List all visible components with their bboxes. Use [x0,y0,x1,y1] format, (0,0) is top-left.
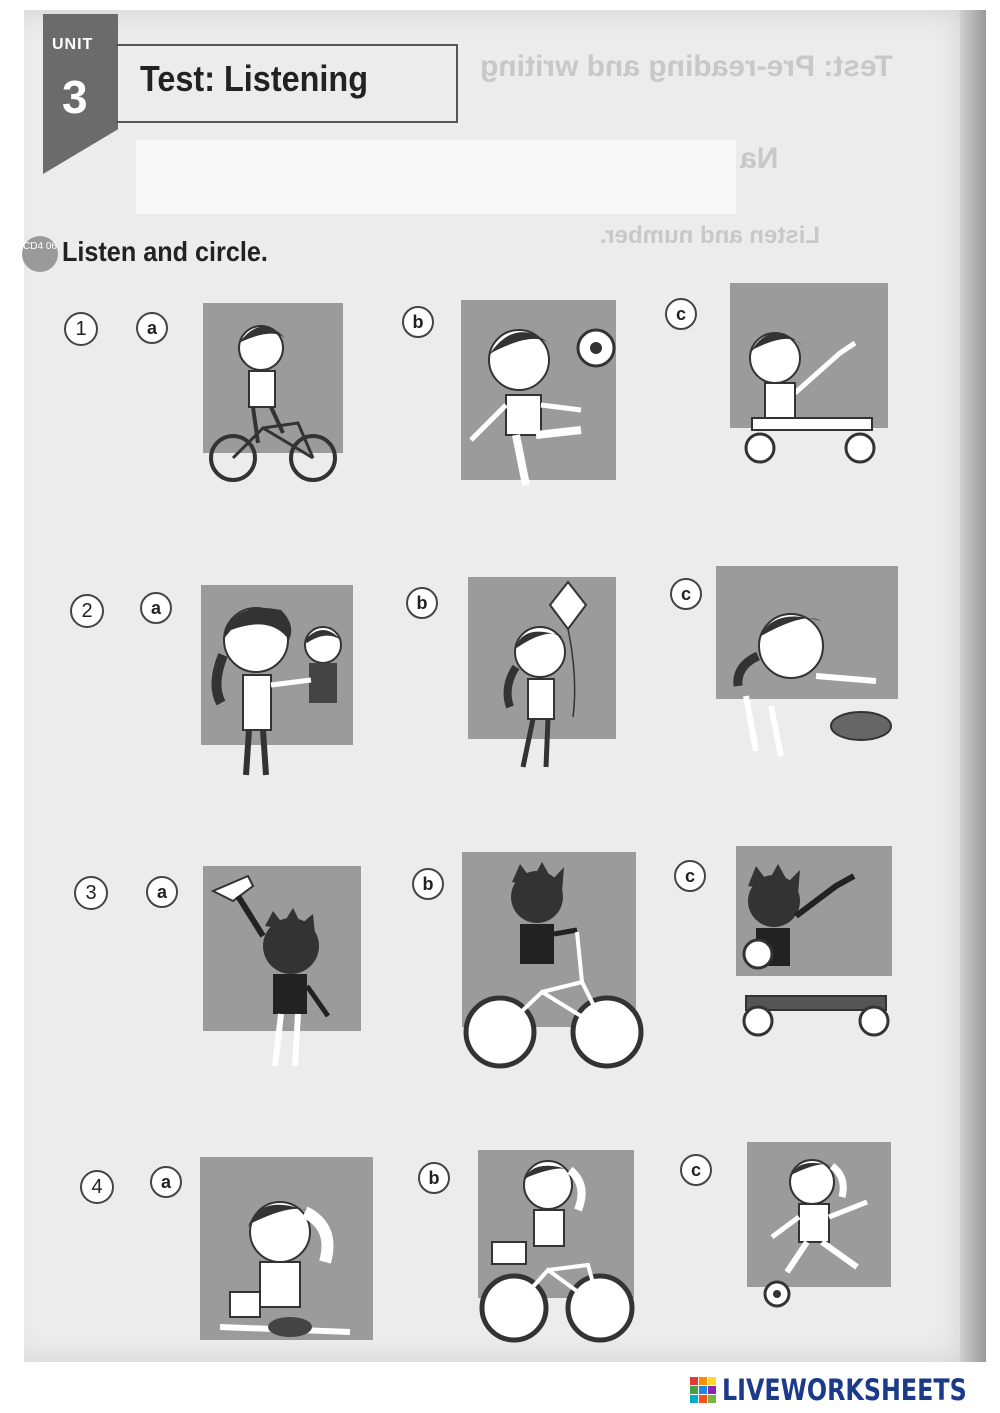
picture-2c[interactable] [716,566,898,699]
option-3c[interactable]: c [674,860,706,892]
ghost-instruction: Listen and number. [600,222,821,249]
question-number-4: 4 [80,1170,114,1204]
boy-playing-football-icon [461,300,616,480]
option-4a[interactable]: a [150,1166,182,1198]
logo-grid-icon [690,1377,716,1403]
unit-number: 3 [62,71,88,123]
picture-4b[interactable] [478,1150,634,1298]
logo-square [690,1386,698,1394]
option-4b[interactable]: b [418,1162,450,1194]
option-1b[interactable]: b [402,306,434,338]
picture-4c[interactable] [747,1142,891,1287]
page-edge [960,10,986,1362]
picture-2b[interactable] [468,577,616,739]
logo-square [708,1395,716,1403]
girl-with-toys-icon [200,1157,373,1340]
picture-2a[interactable] [201,585,353,745]
boy-in-go-kart-icon [730,283,888,428]
option-2a[interactable]: a [140,592,172,624]
girl-riding-bike-icon [478,1150,634,1298]
logo-square [708,1386,716,1394]
logo-square [690,1395,698,1403]
ghost-title: Test: Pre-reading and writing [480,50,893,83]
picture-1c[interactable] [730,283,888,428]
option-1a[interactable]: a [136,312,168,344]
picture-4a[interactable] [200,1157,373,1340]
picture-1a[interactable] [203,303,343,453]
page-title: Test: Listening [140,58,369,99]
option-1c[interactable]: c [665,298,697,330]
option-3a[interactable]: a [146,876,178,908]
girl-with-frog-icon [716,566,898,699]
logo-square [699,1386,707,1394]
boy-in-go-kart-icon [736,846,892,976]
boy-with-toy-plane-icon [203,866,361,1031]
option-2c[interactable]: c [670,578,702,610]
ghost-name: Na [740,142,779,175]
boy-riding-bike-icon [203,303,343,453]
question-number-2: 2 [70,594,104,628]
liveworksheets-logo[interactable] [690,1370,1000,1410]
picture-3a[interactable] [203,866,361,1031]
girl-flying-kite-icon [468,577,616,739]
option-3b[interactable]: b [412,868,444,900]
cd-icon: CD4 06 [22,236,58,272]
logo-square [708,1377,716,1385]
instruction-text: Listen and circle. [62,236,268,267]
picture-3c[interactable] [736,846,892,976]
name-field[interactable] [136,140,736,214]
logo-square [699,1395,707,1403]
question-number-3: 3 [74,876,108,910]
logo-square [699,1377,707,1385]
question-number-1: 1 [64,312,98,346]
boy-riding-bike-icon [462,852,636,1027]
girl-playing-football-icon [747,1142,891,1287]
unit-label: UNIT [52,36,94,53]
brand-name: LIVEWORKSHEETS [722,1373,967,1407]
picture-1b[interactable] [461,300,616,480]
option-2b[interactable]: b [406,587,438,619]
picture-3b[interactable] [462,852,636,1027]
girl-with-doll-icon [201,585,353,745]
logo-square [690,1377,698,1385]
option-4c[interactable]: c [680,1154,712,1186]
